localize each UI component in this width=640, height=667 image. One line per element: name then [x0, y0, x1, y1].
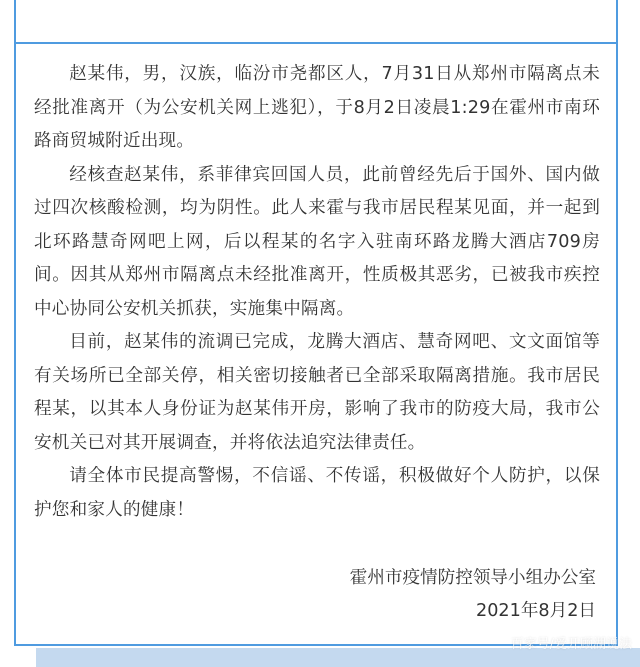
paragraph-appeal: 请全体市民提高警惕，不信谣、不传谣，积极做好个人防护，以保护您和家人的健康！	[34, 466, 600, 520]
watermark: 百家号/爱开顾湖说法	[510, 637, 632, 652]
signature-date: 2021年8月2日	[476, 601, 596, 621]
paragraph-measures: 目前，赵某伟的流调已完成，龙腾大酒店、慧奇网吧、文文面馆等有关场所已全部关停，相关密切接触者已全部采取隔离措施。我市居民程某，以其本人身份证为赵某伟开房，影响了我市的防疫大局，我市公安机关已对其开展调查，并将依法追究法律责任。	[34, 332, 600, 453]
paragraph-investigation: 经核查赵某伟，系菲律宾回国人员，此前曾经先后于国外、国内做过四次核酸检测，均为阴性。此人来霍与我市居民程某见面，并一起到北环路慧奇网吧上网，后以程某的名字入驻南环路龙腾大酒店709房间。因其从郑州市隔离点未经批准离开，性质极其恶劣，已被我市疾控中心协同公安机关抓获，实施集中隔离。	[34, 164, 600, 319]
paragraph-incident: 赵某伟，男，汉族，临汾市尧都区人，7月31日从郑州市隔离点未经批准离开（为公安机关网上逃犯），于8月2日凌晨1:29在霍州市南环路商贸城附近出现。	[34, 64, 600, 151]
notice-body	[34, 58, 600, 527]
frame-top-extension	[14, 0, 618, 44]
signature-block	[350, 562, 596, 628]
signature-organization: 霍州市疫情防控领导小组办公室	[349, 568, 596, 588]
